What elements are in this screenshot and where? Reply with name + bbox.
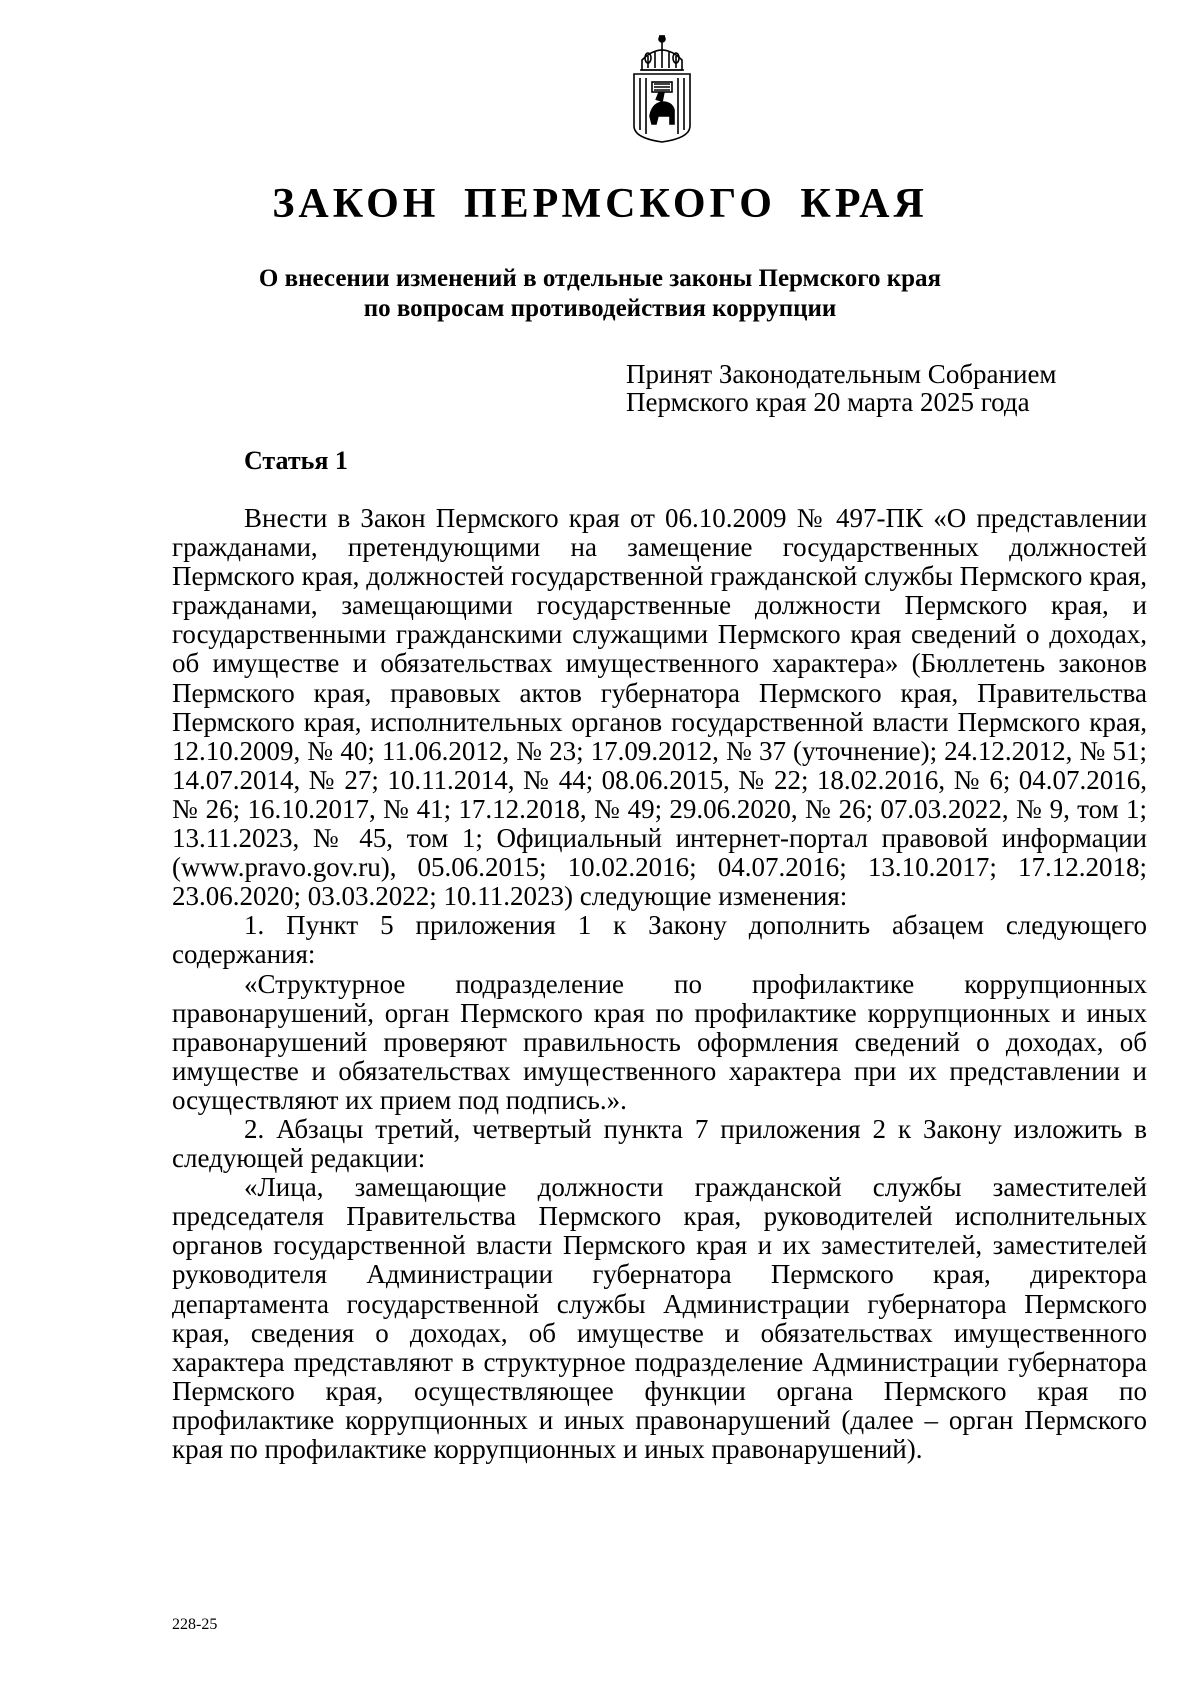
document-subtitle	[0, 264, 1200, 324]
article-body	[172, 504, 1147, 1464]
article-paragraph: «Структурное подразделение по профилактике коррупционных правонарушений, орган Пермского края по профилактике коррупционных и иных правонарушений проверяют правильность оформления сведений о доходах, об имуществе и обязательствах имущественного характера при их представлении и осуществляют их прием под подпись.».	[172, 968, 1147, 1115]
adoption-line: Пермского края 20 марта 2025 года	[626, 387, 1030, 417]
article-paragraph: 2. Абзацы третий, четвертый пункта 7 приложения 2 к Закону изложить в следующей редакции:	[172, 1113, 1147, 1174]
document-code: 228-25	[172, 1616, 218, 1633]
coat-of-arms-icon	[628, 30, 696, 144]
adoption-note	[626, 360, 1057, 416]
article-paragraph: «Лица, замещающие должности гражданской службы заместителей председателя Правительства Пермского края, руководителей исполнительных органов государственной власти Пермского края и их заместителей, заместителей руководителя Администрации губернатора Пермского края, директора департамента государственной службы Администрации губернатора Пермского края, сведения о доходах, об имуществе и обязательствах имущественного характера представляют в структурное подразделение Администрации губернатора Пермского края, осуществляющее функции органа Пермского края по профилактике коррупционных и иных правонарушений (далее – орган Пермского края по профилактике коррупционных и иных правонарушений).	[172, 1172, 1147, 1464]
document-title: ЗАКОН ПЕРМСКОГО КРАЯ	[272, 181, 928, 227]
article-paragraph: Внести в Закон Пермского края от 06.10.2009 № 497-ПК «О представлении гражданами, претендующими на замещение государственных должностей Пермского края, должностей государственной гражданской службы Пермского края, гражданами, замещающими государственные должности Пермского края, и государственными гражданскими служащими Пермского края сведений о доходах, об имуществе и обязательствах имущественного характера» (Бюллетень законов Пермского края, правовых актов губернатора Пермского края, Правительства Пермского края, исполнительных органов государственной власти Пермского края, 12.10.2009, № 40; 11.06.2012, № 23; 17.09.2012, № 37 (уточнение); 24.12.2012, № 51; 14.07.2014, № 27; 10.11.2014, № 44; 08.06.2015, № 22; 18.02.2016, № 6; 04.07.2016, № 26; 16.10.2017, № 41; 17.12.2018, № 49; 29.06.2020, № 26; 07.03.2022, № 9, том 1; 13.11.2023, № 45, том 1; Официальный интернет-портал правовой информации (www.pravo.gov.ru), 05.06.2015; 10.02.2016; 04.07.2016; 13.10.2017; 17.12.2018; 23.06.2020; 03.03.2022; 10.11.2023) следующие изменения:	[172, 503, 1147, 912]
adoption-line: Принят Законодательным Собранием	[626, 359, 1057, 389]
article-paragraph: 1. Пункт 5 приложения 1 к Закону дополнить абзацем следующего содержания:	[172, 910, 1147, 970]
subtitle-line: по вопросам противодействия коррупции	[363, 295, 837, 322]
article-heading: Статья 1	[244, 446, 348, 475]
subtitle-line: О внесении изменений в отдельные законы Пермского края	[258, 265, 942, 292]
